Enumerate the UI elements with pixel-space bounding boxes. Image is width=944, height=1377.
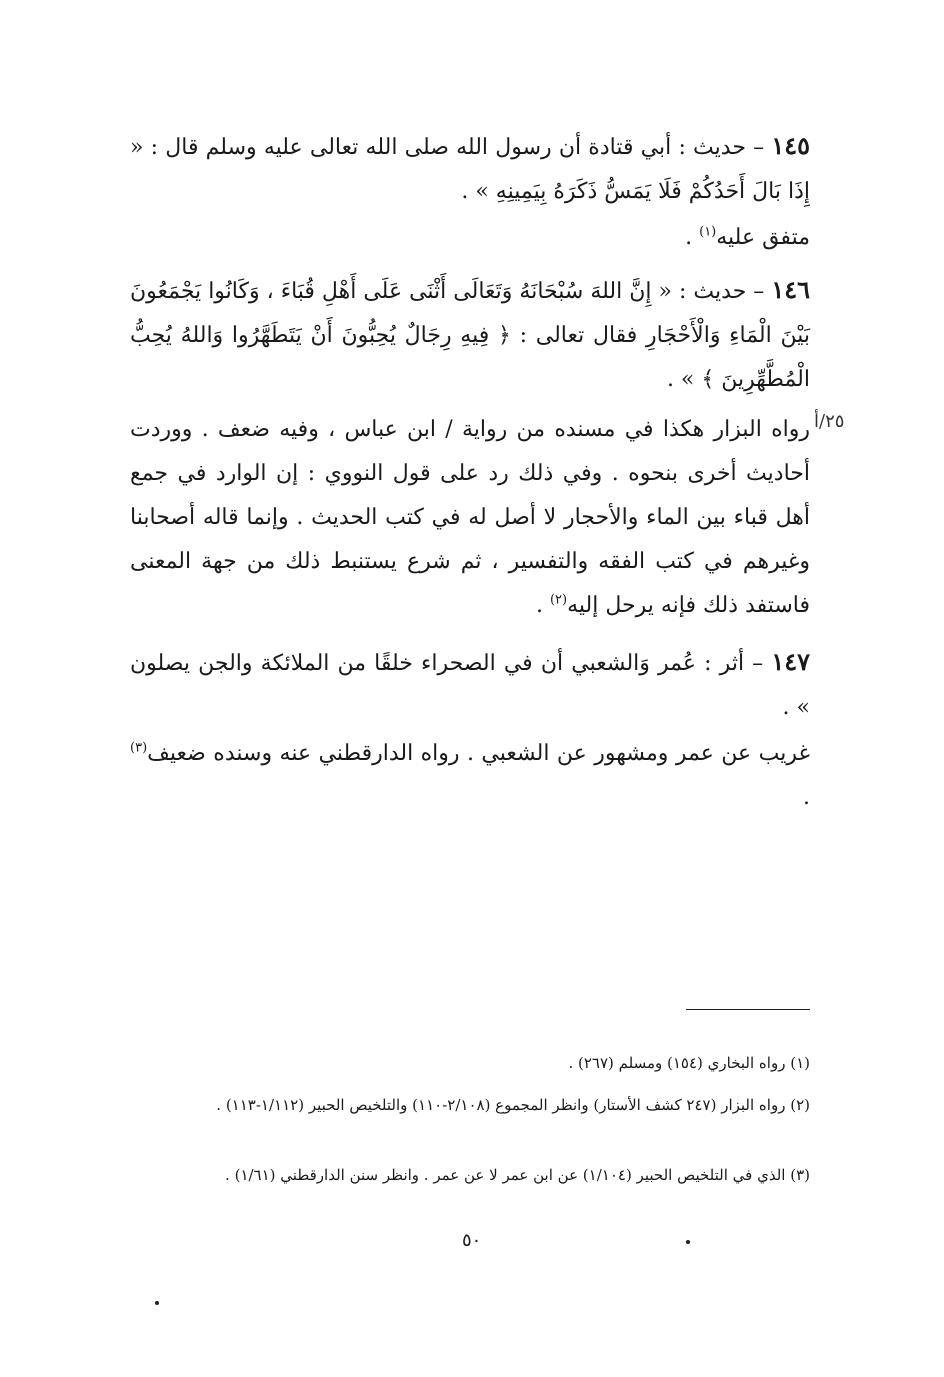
- hadith-text: – حديث : « إِنَّ اللهَ سُبْحَانَهُ وَتَعَالَى أَثْنَى عَلَى أَهْلِ قُبَاءَ ، وَكَانُوا يَجْمَعُونَ بَيْنَ الْمَاءِ وَالْأَحْجَارِ فقال تعالى : ﴿ فِيهِ رِجَالٌ يُحِبُّونَ أَنْ يَتَطَهَّرُوا وَاللهُ يُحِبُّ الْمُطَّهِّرِينَ ﴾ » .: [130, 279, 810, 392]
- hadith-146-commentary: [130, 408, 810, 628]
- grading-end: .: [685, 225, 700, 250]
- grading-text: متفق عليه: [716, 225, 810, 250]
- grading-text: غريب عن عمر ومشهور عن الشعبي . رواه الدارقطني عنه وسنده ضعيف: [147, 741, 810, 766]
- hadith-number: ١٤٧: [771, 647, 810, 676]
- manuscript-folio-marker: ٢٥/أ: [814, 411, 845, 432]
- footnote-ref: (٢): [549, 592, 568, 608]
- athar-147-grading: [130, 732, 810, 820]
- hadith-145-grading: [130, 216, 810, 260]
- page-number: ٥٠: [462, 1230, 482, 1251]
- hadith-text: – حديث : أبي قتادة أن رسول الله صلى الله تعالى عليه وسلم قال : « إِذَا بَالَ أَحَدُكُمْ فَلَا يَمَسُّ ذَكَرَهُ بِيَمِينِهِ » .: [130, 135, 810, 204]
- commentary-text: رواه البزار هكذا في مسنده من رواية / ابن عباس ، وفيه ضعف . ووردت أحاديث أخرى بنحوه . وفي ذلك رد على قول النووي : إن الوارد في جمع أهل قباء بين الماء والأحجار لا أصل له في كتب الحديث . وإنما قاله أصحابنا وغيرهم في كتب الفقه والتفسير ، ثم شرع يستنبط ذلك من جهة المعنى فاستفد ذلك فإنه يرحل إليه: [130, 417, 810, 618]
- hadith-text: – أثر : عُمر وَالشعبي أن في الصحراء خلقًا من الملائكة والجن يصلون » .: [130, 651, 810, 720]
- footnote-3: (٣) الذي في التلخيص الحبير (١/١٠٤) عن ابن عمر لا عن عمر . وانظر سنن الدارقطني (١/٦١) .: [225, 1166, 810, 1184]
- footnote-2: (٢) رواه البزار (٢٤٧ كشف الأستار) وانظر المجموع (٢/١٠٨-١١٠) والتلخيص الحبير (١/١١٢-١١٣) .: [216, 1096, 810, 1114]
- footnote-separator: [686, 1009, 810, 1010]
- footnote-ref: (٣): [130, 740, 148, 756]
- hadith-145: [130, 124, 810, 214]
- footnote-ref: (١): [699, 224, 717, 240]
- athar-147: [130, 640, 810, 730]
- hadith-number: ١٤٦: [771, 275, 810, 304]
- scan-speck: [686, 1240, 690, 1244]
- scan-speck: [155, 1301, 159, 1305]
- commentary-end: .: [535, 593, 550, 618]
- hadith-146: [130, 268, 810, 402]
- hadith-number: ١٤٥: [771, 131, 810, 160]
- grading-end: .: [803, 785, 810, 810]
- footnote-1: (١) رواه البخاري (١٥٤) ومسلم (٢٦٧) .: [568, 1054, 810, 1072]
